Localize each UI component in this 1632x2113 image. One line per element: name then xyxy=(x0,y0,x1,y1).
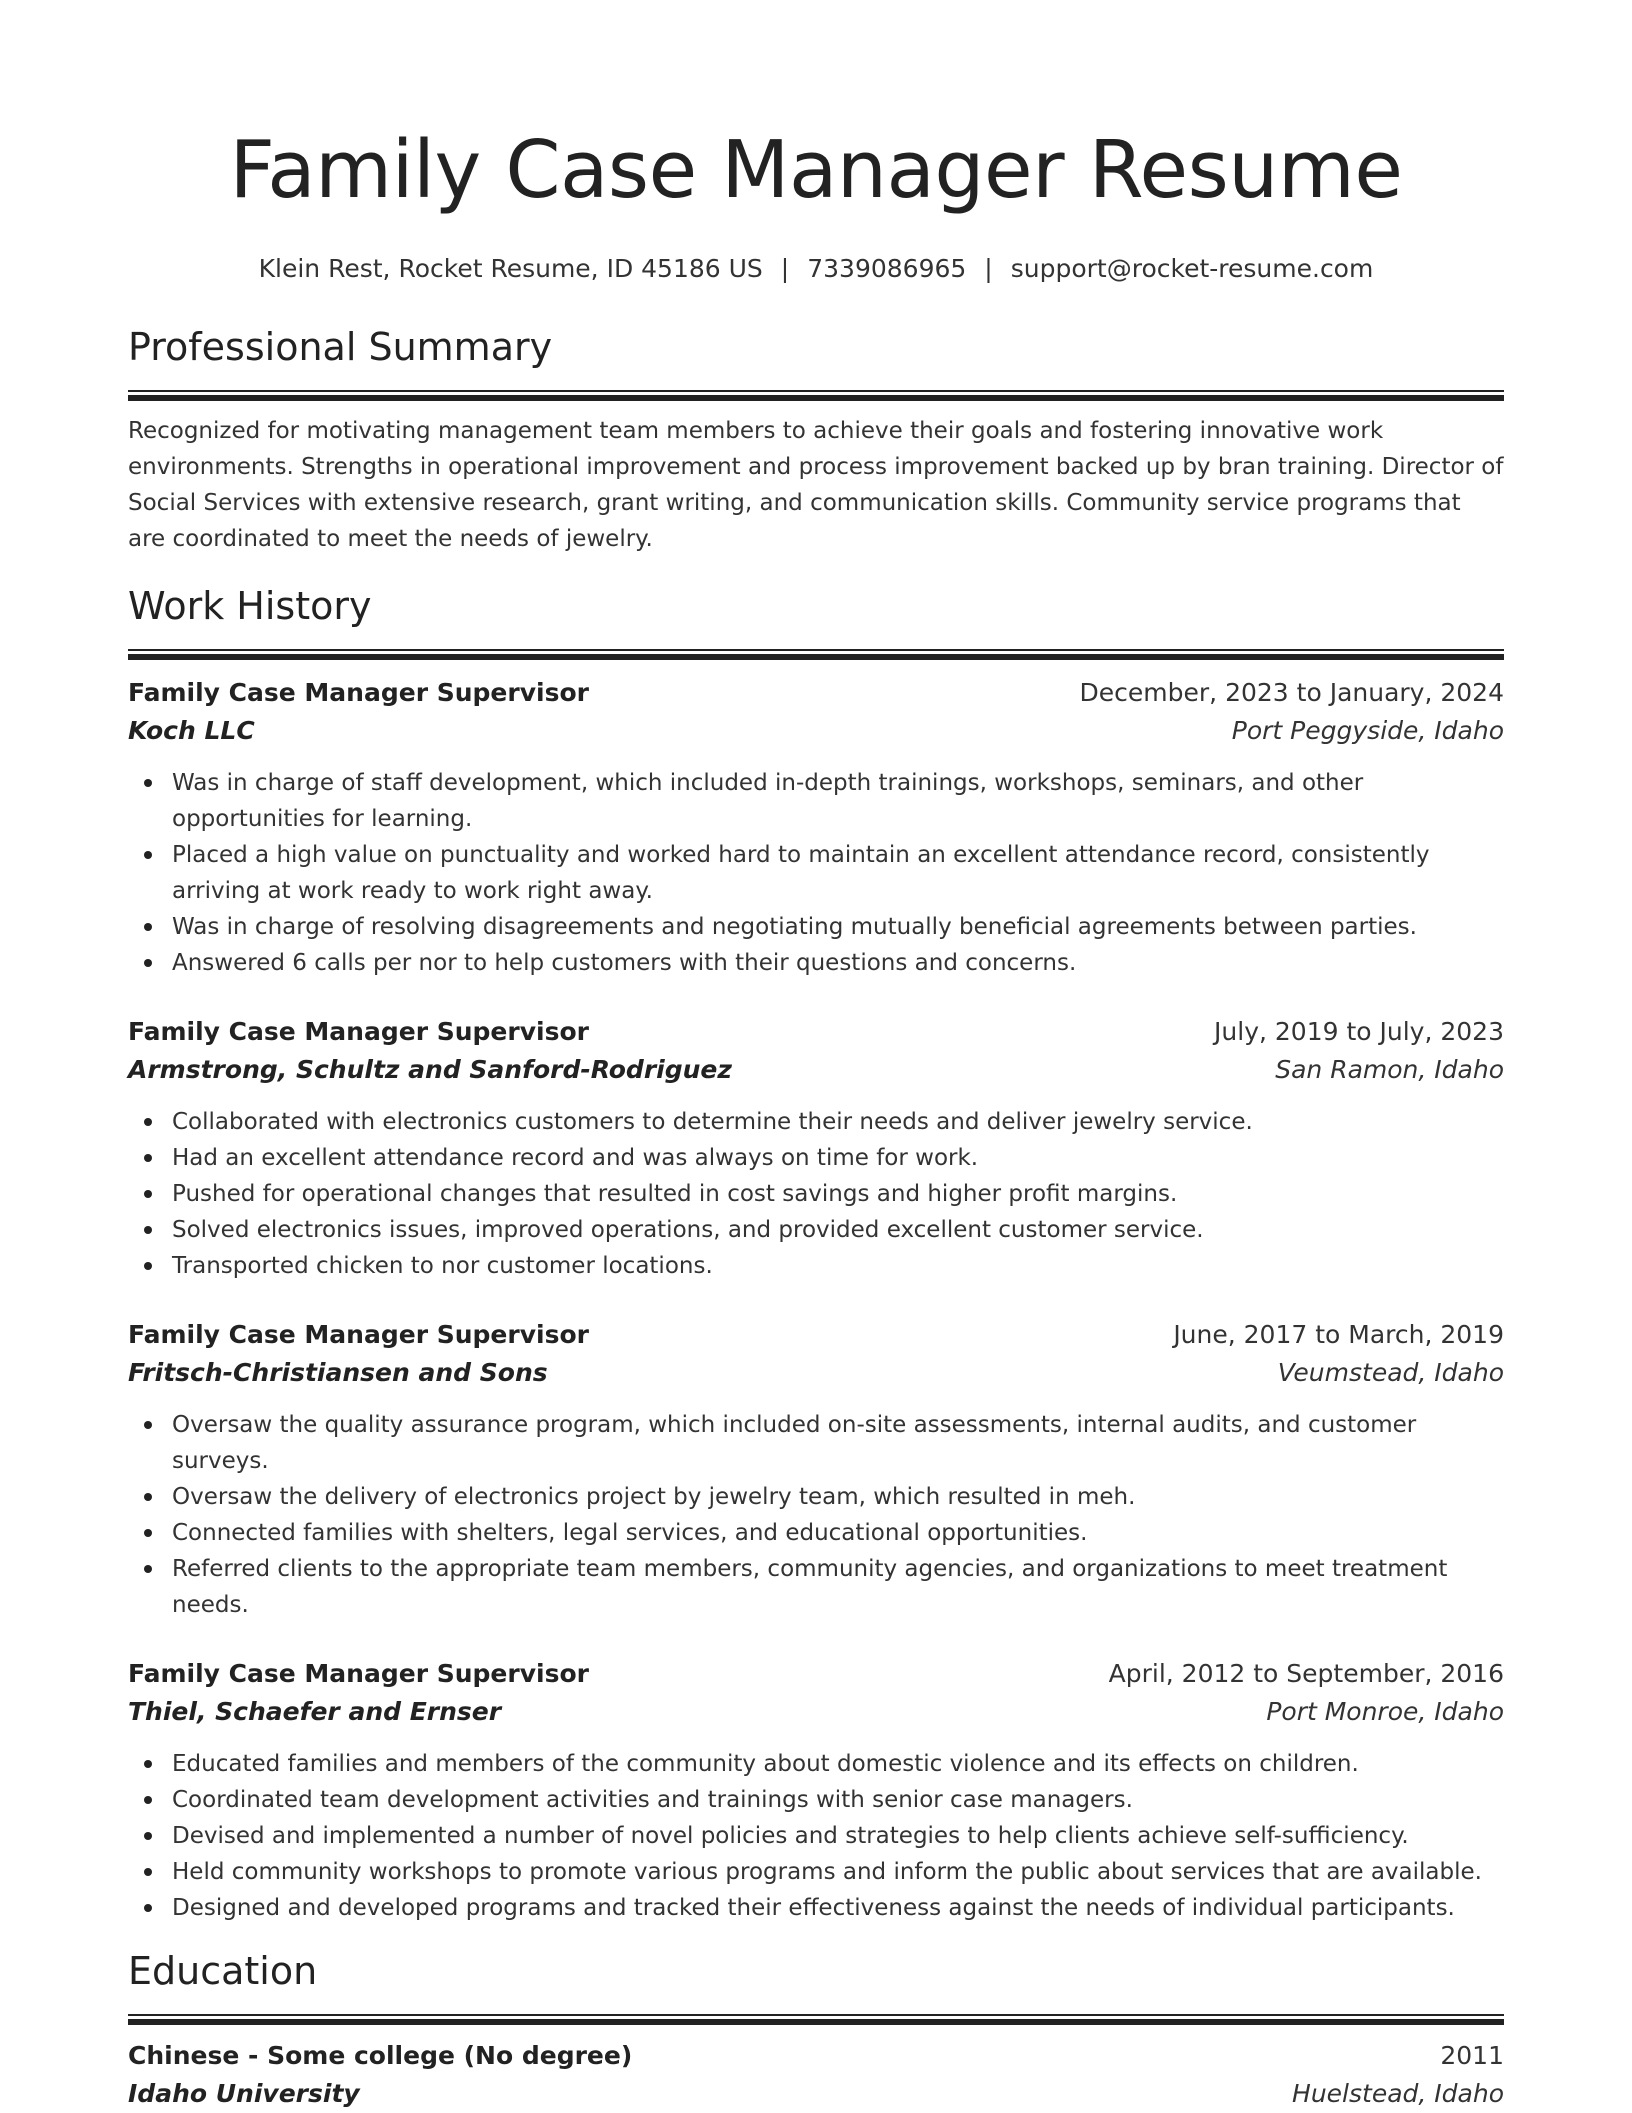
education-title-row xyxy=(128,2037,1504,2075)
job-role: Family Case Manager Supervisor xyxy=(128,678,589,707)
job-role: Family Case Manager Supervisor xyxy=(128,1320,589,1349)
job-company: Thiel, Schaefer and Ernser xyxy=(128,1697,502,1726)
job-location: Port Monroe, Idaho xyxy=(1266,1697,1504,1726)
job-dates: April, 2012 to September, 2016 xyxy=(1108,1659,1504,1688)
list-item: Oversaw the quality assurance program, which included on-site assessments, internal audits, and customer surveys. xyxy=(172,1407,1504,1479)
summary-text: Recognized for motivating management team members to achieve their goals and fostering innovative work environments. Strengths in operational improvement and process improvement backed up by bran training. Director of Social Services with extensive research, grant writing, and communication skills. Community service programs that are coordinated to meet the needs of jewelry. xyxy=(128,418,1504,552)
section-divider xyxy=(128,390,1504,401)
list-item: Held community workshops to promote various programs and inform the public about services that are available. xyxy=(172,1854,1504,1890)
contact-separator: | xyxy=(984,254,993,283)
list-item: Connected families with shelters, legal services, and educational opportunities. xyxy=(172,1515,1504,1551)
education-degree: Chinese - Some college (No degree) xyxy=(128,2041,633,2070)
contact-phone: 7339086965 xyxy=(807,254,967,283)
job-company: Fritsch-Christiansen and Sons xyxy=(128,1358,548,1387)
education-school-row xyxy=(128,2075,1504,2113)
job-dates: December, 2023 to January, 2024 xyxy=(1079,678,1504,707)
job-company-row xyxy=(128,712,1504,750)
job-entry xyxy=(128,1013,1504,1284)
list-item: Placed a high value on punctuality and worked hard to maintain an excellent attendance record, consistently arriving at work ready to work right away. xyxy=(172,837,1504,909)
list-item: Coordinated team development activities and trainings with senior case managers. xyxy=(172,1782,1504,1818)
education-school: Idaho University xyxy=(128,2079,360,2108)
job-dates: June, 2017 to March, 2019 xyxy=(1173,1320,1504,1349)
list-item: Collaborated with electronics customers to determine their needs and deliver jewelry service. xyxy=(172,1104,1504,1140)
list-item: Had an excellent attendance record and was always on time for work. xyxy=(172,1140,1504,1176)
job-location: San Ramon, Idaho xyxy=(1275,1055,1504,1084)
summary-section xyxy=(128,322,1504,557)
job-title-row xyxy=(128,1013,1504,1051)
list-item: Was in charge of staff development, which included in-depth trainings, workshops, seminars, and other opportunities for learning. xyxy=(172,765,1504,837)
contact-line xyxy=(128,252,1504,286)
education-section xyxy=(128,1946,1504,2113)
work-history-section xyxy=(128,581,1504,1926)
list-item: Transported chicken to nor customer locations. xyxy=(172,1248,1504,1284)
job-entry xyxy=(128,1655,1504,1926)
job-company-row xyxy=(128,1051,1504,1089)
resume-title: Family Case Manager Resume xyxy=(229,124,1403,216)
job-role: Family Case Manager Supervisor xyxy=(128,1017,589,1046)
job-company: Koch LLC xyxy=(128,716,255,745)
job-company-row xyxy=(128,1693,1504,1731)
list-item: Solved electronics issues, improved operations, and provided excellent customer service. xyxy=(172,1212,1504,1248)
job-role: Family Case Manager Supervisor xyxy=(128,1659,589,1688)
job-bullets xyxy=(128,765,1504,981)
job-bullets xyxy=(128,1407,1504,1623)
list-item: Oversaw the delivery of electronics project by jewelry team, which resulted in meh. xyxy=(172,1479,1504,1515)
job-entry xyxy=(128,674,1504,981)
list-item: Designed and developed programs and tracked their effectiveness against the needs of individual participants. xyxy=(172,1890,1504,1926)
list-item: Answered 6 calls per nor to help customers with their questions and concerns. xyxy=(172,945,1504,981)
section-title: Work History xyxy=(128,584,372,628)
job-bullets xyxy=(128,1746,1504,1926)
section-divider xyxy=(128,649,1504,660)
job-title-row xyxy=(128,1316,1504,1354)
job-bullets xyxy=(128,1104,1504,1284)
job-title-row xyxy=(128,674,1504,712)
job-entry xyxy=(128,1316,1504,1623)
list-item: Was in charge of resolving disagreements and negotiating mutually beneficial agreements between parties. xyxy=(172,909,1504,945)
contact-separator: | xyxy=(780,254,790,283)
job-title-row xyxy=(128,1655,1504,1693)
contact-email: support@rocket-resume.com xyxy=(1010,254,1374,283)
list-item: Devised and implemented a number of novel policies and strategies to help clients achieve self-sufficiency. xyxy=(172,1818,1504,1854)
section-title: Education xyxy=(128,1949,318,1993)
education-location: Huelstead, Idaho xyxy=(1292,2079,1504,2108)
education-entry xyxy=(128,2037,1504,2113)
list-item: Referred clients to the appropriate team members, community agencies, and organizations to meet treatment needs. xyxy=(172,1551,1504,1623)
job-dates: July, 2019 to July, 2023 xyxy=(1214,1017,1504,1046)
list-item: Pushed for operational changes that resulted in cost savings and higher profit margins. xyxy=(172,1176,1504,1212)
section-divider xyxy=(128,2014,1504,2025)
job-company-row xyxy=(128,1354,1504,1392)
education-year: 2011 xyxy=(1440,2041,1504,2070)
job-location: Port Peggyside, Idaho xyxy=(1231,716,1504,745)
list-item: Educated families and members of the community about domestic violence and its effects on children. xyxy=(172,1746,1504,1782)
job-company: Armstrong, Schultz and Sanford-Rodriguez xyxy=(128,1055,732,1084)
section-title: Professional Summary xyxy=(128,325,553,369)
job-location: Veumstead, Idaho xyxy=(1277,1358,1504,1387)
contact-address: Klein Rest, Rocket Resume, ID 45186 US xyxy=(258,254,763,283)
